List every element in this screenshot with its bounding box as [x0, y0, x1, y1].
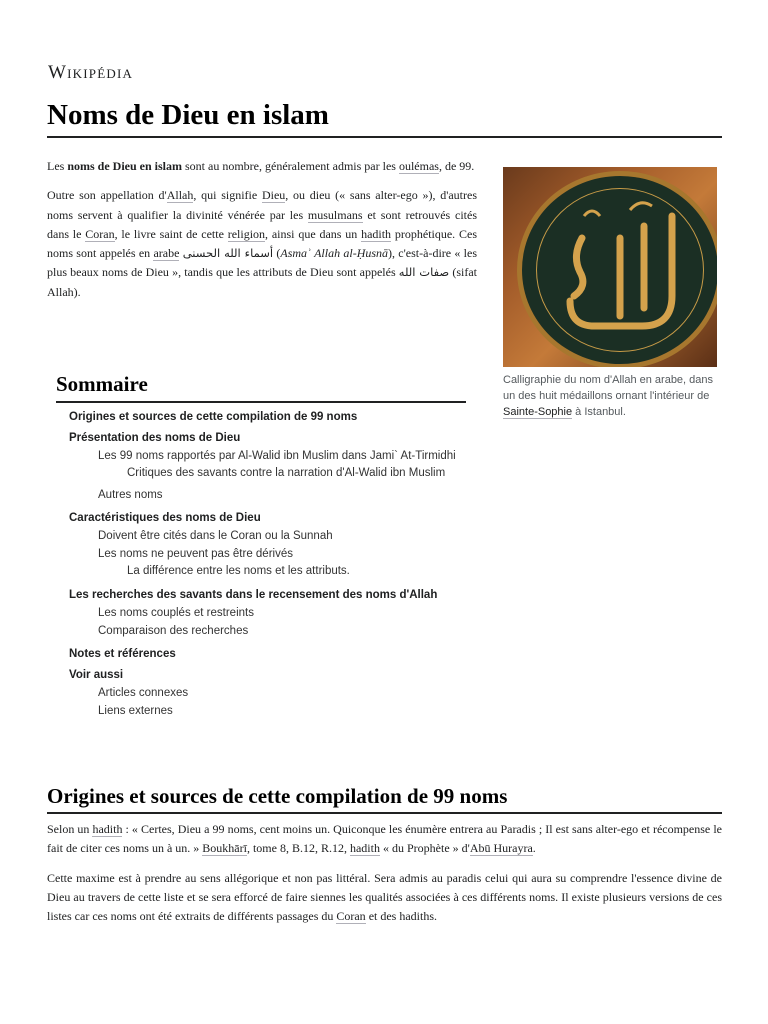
text: , le livre saint de cette [114, 226, 228, 241]
link-hadith-2[interactable]: hadith [349, 841, 380, 856]
text: ), c'est-à-dire « les plus beaux noms de Dieu », tandis que les attributs de Dieu sont appelés [47, 246, 477, 280]
link-abu-hurayra[interactable]: Abū Hurayra [469, 841, 533, 856]
toc-item[interactable]: Origines et sources de cette compilation de 99 noms [69, 411, 358, 423]
section-paragraph-1 [47, 820, 722, 859]
toc-title: Sommaire [56, 372, 466, 403]
calligraphy-strokes [522, 176, 717, 364]
link-hadith[interactable]: hadith [92, 822, 123, 836]
wikipedia-wordmark[interactable]: Wikipédia [48, 62, 134, 83]
link-dieu[interactable]: Dieu [261, 188, 286, 203]
article-intro [47, 157, 477, 312]
intro-paragraph-1 [47, 157, 477, 176]
link-religion[interactable]: religion [227, 226, 266, 241]
link-hadith[interactable]: hadith [361, 226, 392, 241]
link-arabe[interactable]: arabe [153, 246, 180, 261]
text: sont au nombre, généralement admis par les [182, 159, 399, 173]
allah-calligraphy-image[interactable] [503, 167, 717, 367]
link-boukhari[interactable]: Boukhārī [202, 841, 247, 856]
text: (sifat Allah). [47, 265, 477, 299]
toc-item[interactable]: Autres noms [98, 489, 163, 501]
toc-item[interactable]: Les noms couplés et restreints [98, 607, 254, 619]
toc-item[interactable]: Voir aussi [69, 669, 124, 681]
text: , tome 8, B.12, R.12, [246, 841, 350, 856]
toc-item[interactable]: Articles connexes [98, 687, 189, 699]
text: , ainsi que dans un [265, 226, 362, 241]
text: et des hadiths. [365, 909, 438, 924]
text: Les [47, 159, 68, 173]
toc-item[interactable]: Les 99 noms rapportés par Al-Walid ibn Muslim dans Jami` At-Tirmidhi [98, 450, 456, 462]
section-origines [47, 784, 722, 936]
table-of-contents [56, 372, 466, 718]
text: prophétique. Ces noms sont appelés en [47, 226, 477, 261]
toc-item[interactable]: La différence entre les noms et les attributs. [127, 565, 350, 577]
arabic-asma-al-husna: أسماء الله الحسنى [182, 246, 274, 261]
toc-item[interactable]: Critiques des savants contre la narration d'Al-Walid ibn Muslim [127, 467, 446, 479]
toc-item[interactable]: Présentation des noms de Dieu [69, 432, 241, 444]
text: , de 99. [438, 159, 475, 173]
medallion-shape [517, 171, 717, 367]
text: et sont retrouvés cités dans le [47, 207, 477, 241]
text: : « Certes, Dieu a 99 noms, cent moins un. Quiconque les énumère entrera au Paradis ; Il est sans alter-ego et récompense le fait de citer ces noms un à un. » [47, 822, 722, 856]
text: , ou dieu (« sans alter-ego »), d'autres noms servent à qualifier la divinité vénérée par les [47, 188, 478, 222]
text: à Istanbul. [572, 406, 626, 418]
text: , qui signifie [193, 188, 262, 203]
text: « du Prophète » d' [379, 841, 470, 856]
toc-item[interactable]: Doivent être cités dans le Coran ou la Sunnah [98, 530, 333, 542]
toc-item[interactable]: Notes et références [69, 648, 176, 660]
link-coran[interactable]: Coran [85, 226, 115, 241]
toc-item[interactable]: Caractéristiques des noms de Dieu [69, 512, 261, 524]
link-coran[interactable]: Coran [336, 909, 366, 924]
intro-paragraph-2 [47, 186, 477, 302]
link-sainte-sophie[interactable]: Sainte-Sophie [503, 406, 573, 418]
text: ( [273, 246, 281, 261]
text: Selon un [47, 822, 93, 836]
transliteration: Asmaʾ Allah al-Ḥusnā [280, 246, 389, 261]
infobox-figure [503, 167, 717, 420]
section-heading: Origines et sources de cette compilation de 99 noms [47, 784, 722, 814]
toc-item[interactable]: Les recherches des savants dans le recensement des noms d'Allah [69, 589, 438, 601]
section-paragraph-2 [47, 869, 722, 927]
text: Outre son appellation d' [47, 188, 167, 203]
toc-item[interactable]: Les noms ne peuvent pas être dérivés [98, 548, 293, 560]
figure-caption [503, 372, 713, 420]
text: . [532, 841, 536, 856]
toc-list [56, 410, 466, 718]
bold-term: noms de Dieu en islam [67, 159, 183, 173]
arabic-sifat-allah: صفات الله [398, 265, 450, 280]
link-oulemas[interactable]: oulémas [398, 159, 439, 173]
text: Calligraphie du nom d'Allah en arabe, dans un des huit médaillons ornant l'intérieur de [503, 374, 714, 402]
link-musulmans[interactable]: musulmans [307, 207, 363, 222]
link-allah[interactable]: Allah [166, 188, 194, 203]
toc-item[interactable]: Liens externes [98, 705, 173, 717]
page-title: Noms de Dieu en islam [47, 96, 722, 138]
toc-item[interactable]: Comparaison des recherches [98, 625, 249, 637]
text: Cette maxime est à prendre au sens allégorique et non pas littéral. Sera admis au paradis celui qui aura su comprendre l'essence divine de Dieu au travers de cette liste et se sera efforcé de faire siennes les qualités associées à ces différents noms. Il existe plusieurs versions de ces listes car ces noms ont été extraits de différents passages du [47, 870, 722, 924]
